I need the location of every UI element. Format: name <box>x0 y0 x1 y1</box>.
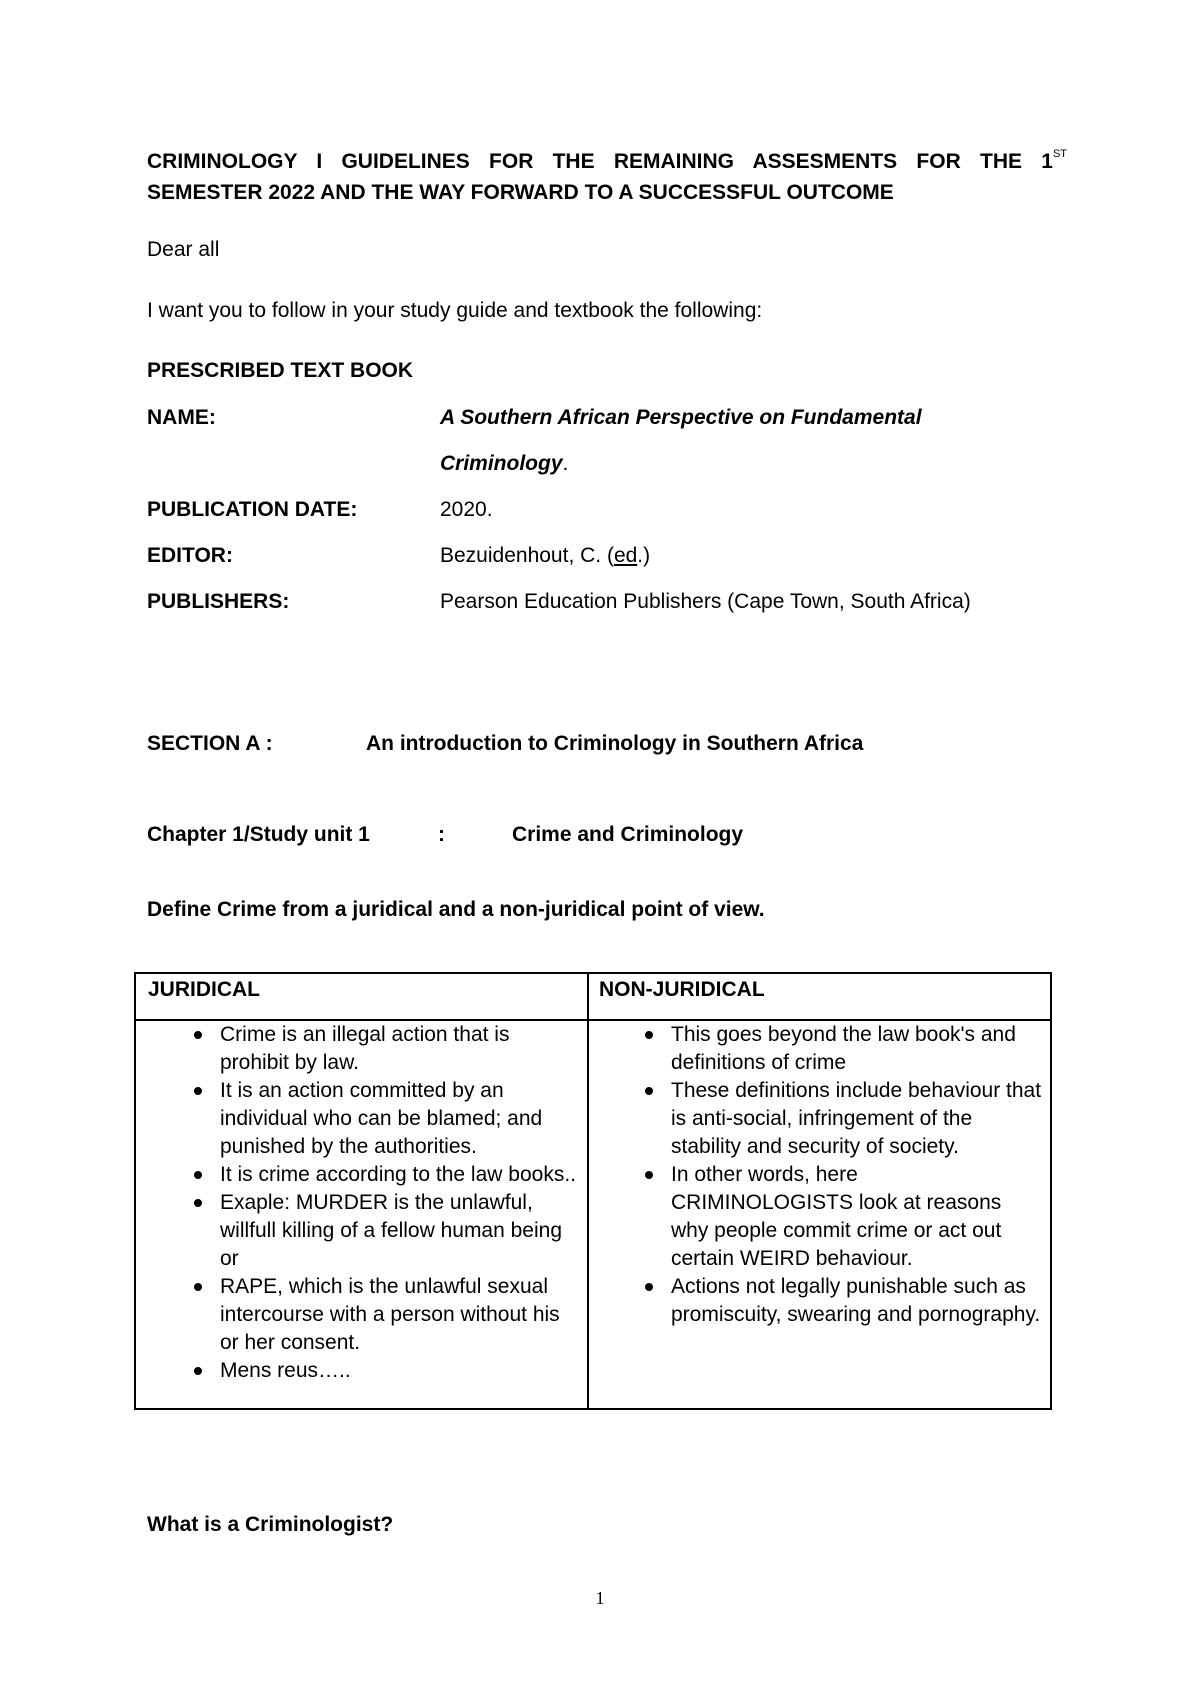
bullet-icon <box>194 1171 202 1179</box>
editor-label: EDITOR: <box>147 544 233 567</box>
list-item <box>599 1021 1044 1077</box>
question-define-crime: Define Crime from a juridical and a non-juridical point of view. <box>147 898 765 921</box>
list-item-text: It is an action committed by an individual who can be blamed; and punished by the authorities. <box>220 1079 543 1158</box>
table-column-divider <box>587 974 589 1408</box>
bullet-icon <box>645 1171 653 1179</box>
bullet-icon <box>645 1087 653 1095</box>
non-juridical-list <box>599 1021 1044 1329</box>
list-item <box>148 1161 578 1189</box>
list-item <box>148 1357 578 1385</box>
publication-date-value: 2020. <box>440 498 493 521</box>
editor-abbrev: ed <box>613 544 638 567</box>
bullet-icon <box>645 1031 653 1039</box>
book-name-line1: A Southern African Perspective on Fundamental <box>440 406 922 429</box>
list-item-text: These definitions include behaviour that is anti-social, infringement of the stability and security of society. <box>671 1079 1042 1158</box>
editor-name: Bezuidenhout, C. ( <box>440 544 614 567</box>
bullet-icon <box>194 1199 202 1207</box>
question-criminologist: What is a Criminologist? <box>147 1513 394 1536</box>
list-item-text: Mens reus….. <box>220 1359 351 1382</box>
chapter-colon: : <box>438 823 445 846</box>
table-header-non-juridical: NON-JURIDICAL <box>599 978 765 1001</box>
publishers-label: PUBLISHERS: <box>147 590 290 613</box>
list-item-text: Crime is an illegal action that is prohibit by law. <box>220 1023 510 1074</box>
list-item-text: It is crime according to the law books.. <box>220 1163 576 1186</box>
list-item <box>148 1273 578 1357</box>
list-item <box>148 1077 578 1161</box>
document-title <box>147 146 1067 208</box>
chapter-label: Chapter 1/Study unit 1 <box>147 823 370 846</box>
list-item <box>599 1273 1044 1329</box>
list-item <box>148 1189 578 1273</box>
crime-definition-table <box>134 972 1052 1410</box>
list-item-text: Exaple: MURDER is the unlawful, willfull killing of a fellow human being or <box>220 1191 563 1270</box>
bullet-icon <box>194 1087 202 1095</box>
book-name-line2-text: Criminology <box>440 452 563 475</box>
list-item-text: Actions not legally punishable such as promiscuity, swearing and pornography. <box>671 1275 1041 1326</box>
section-label: SECTION A : <box>147 732 273 755</box>
chapter-title: Crime and Criminology <box>512 823 744 846</box>
bullet-icon <box>194 1367 202 1375</box>
page-number: 1 <box>595 1588 605 1608</box>
bullet-icon <box>645 1283 653 1291</box>
bullet-icon <box>194 1283 202 1291</box>
list-item <box>599 1161 1044 1273</box>
title-ordinal: 1 <box>1041 150 1053 173</box>
publishers-value: Pearson Education Publishers (Cape Town, South Africa) <box>440 590 971 613</box>
title-superscript: ST <box>1052 148 1067 160</box>
title-line1: CRIMINOLOGY I GUIDELINES FOR THE REMAINING ASSESMENTS FOR THE <box>147 150 1022 173</box>
book-name-label: NAME: <box>147 406 216 429</box>
list-item-text: This goes beyond the law book's and definitions of crime <box>671 1023 1016 1074</box>
juridical-list <box>148 1021 578 1385</box>
table-header-juridical: JURIDICAL <box>148 978 261 1001</box>
editor-value <box>440 544 650 568</box>
greeting: Dear all <box>147 238 220 261</box>
list-item-text: RAPE, which is the unlawful sexual intercourse with a person without his or her consent. <box>220 1275 560 1354</box>
section-title: An introduction to Criminology in Southern Africa <box>366 732 864 755</box>
publication-date-label: PUBLICATION DATE: <box>147 498 358 521</box>
editor-close: .) <box>637 544 651 567</box>
list-item-text: In other words, here CRIMINOLOGISTS look at reasons why people commit crime or act out certain WEIRD behaviour. <box>671 1163 1002 1270</box>
prescribed-heading: PRESCRIBED TEXT BOOK <box>147 359 414 382</box>
bullet-icon <box>194 1031 202 1039</box>
book-name-period: . <box>562 452 569 475</box>
book-name-line2 <box>440 452 568 476</box>
list-item <box>148 1021 578 1077</box>
title-line2: SEMESTER 2022 AND THE WAY FORWARD TO A SUCCESSFUL OUTCOME <box>147 181 894 204</box>
intro-text: I want you to follow in your study guide and textbook the following: <box>147 299 763 322</box>
list-item <box>599 1077 1044 1161</box>
